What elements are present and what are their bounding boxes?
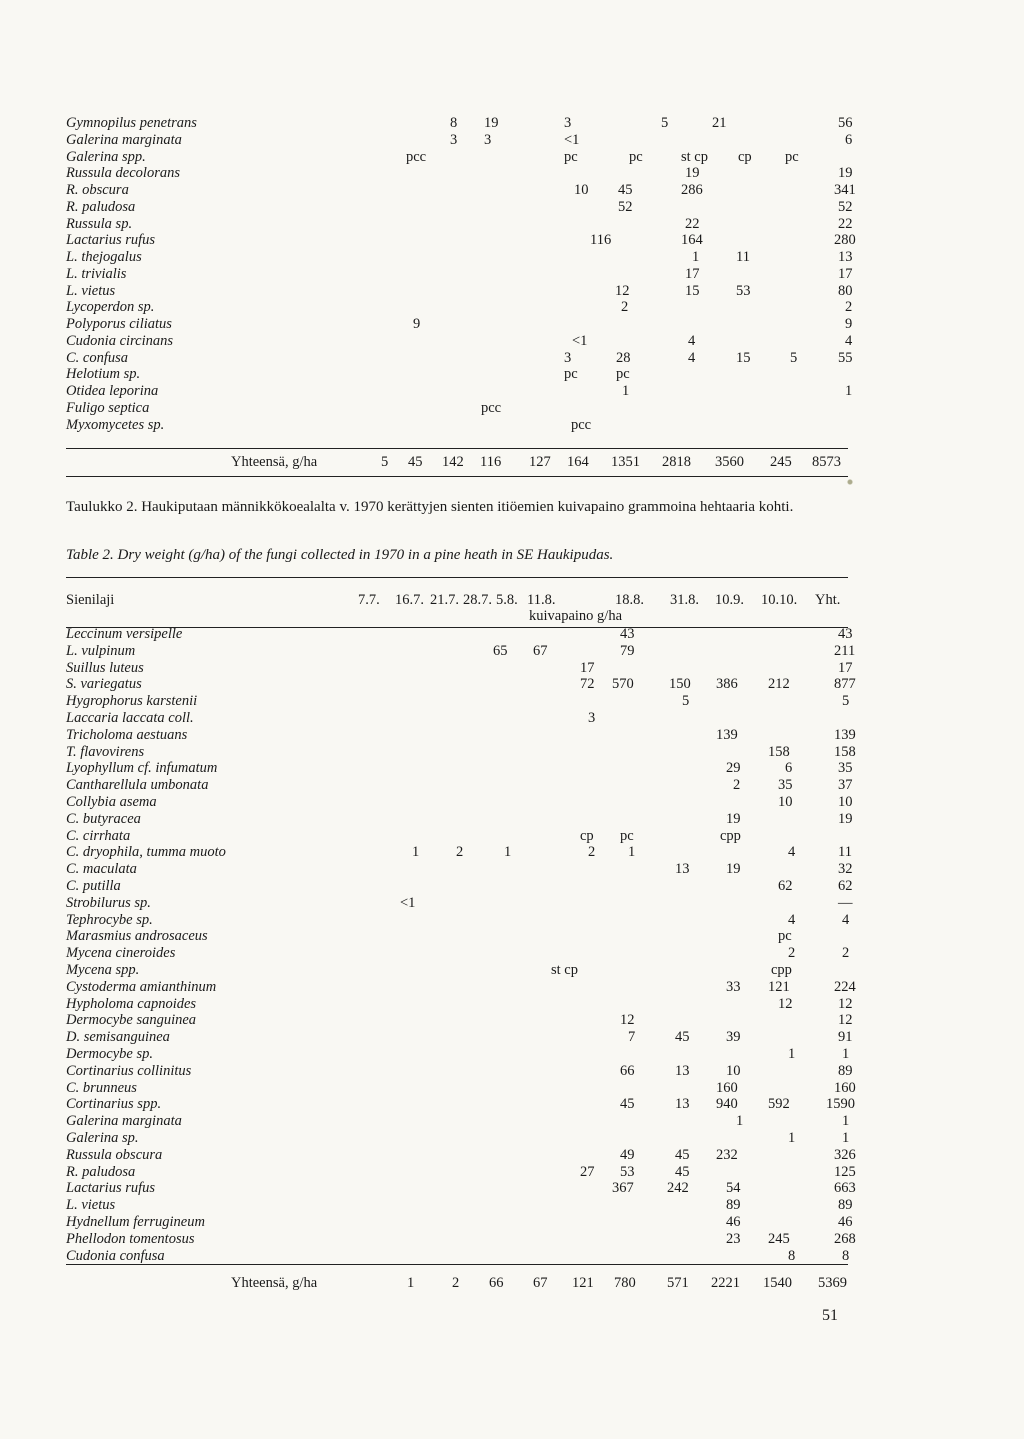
table-cell: pcc: [481, 399, 502, 416]
table-cell: cpp: [771, 962, 792, 978]
table-cell: 2: [842, 945, 850, 962]
species-name: Galerina marginata: [66, 131, 182, 148]
table-cell: 12: [838, 1012, 853, 1029]
total-cell: 780: [614, 1275, 636, 1291]
table-cell: 17: [838, 659, 853, 676]
column-header-date: 11.8.: [527, 592, 556, 608]
species-name: L. vietus: [66, 1197, 116, 1214]
table-cell: 54: [726, 1180, 741, 1197]
total-cell: 571: [667, 1275, 689, 1291]
table-cell: 940: [716, 1096, 738, 1113]
table-cell: 877: [834, 676, 856, 693]
species-name: Gymnopilus penetrans: [66, 115, 197, 131]
table-cell: 245: [768, 1230, 790, 1247]
table-cell: 1: [736, 1113, 744, 1130]
table-cell: 19: [726, 861, 741, 878]
table-cell: 3: [484, 131, 492, 148]
table-cell: 28: [616, 349, 631, 366]
table-cell: 19: [685, 165, 700, 182]
species-name: Russula obscura: [66, 1146, 163, 1163]
table-cell: 17: [838, 265, 853, 282]
species-name: Mycena spp.: [66, 962, 140, 978]
table-cell: cp: [580, 827, 594, 844]
table-cell: 12: [620, 1012, 635, 1029]
species-name: Lyophyllum cf. infumatum: [66, 760, 218, 777]
table-cell: 35: [838, 760, 853, 777]
column-header-date: 31.8.: [670, 592, 699, 608]
column-header-date: 10.9.: [715, 592, 744, 608]
table-cell: pc: [629, 148, 643, 165]
total-cell: 8573: [812, 454, 841, 470]
table-cell: 4: [845, 332, 853, 349]
species-name: Galerina marginata: [66, 1113, 182, 1130]
table-cell: 139: [834, 726, 856, 743]
column-header-species: Sienilaji: [66, 592, 115, 608]
table-cell: 232: [716, 1146, 738, 1163]
species-name: Hydnellum ferrugineum: [66, 1214, 205, 1230]
table-cell: 22: [685, 215, 700, 232]
table-cell: 11: [838, 844, 852, 861]
table-cell: st cp: [681, 148, 708, 165]
table-cell: 43: [838, 626, 853, 642]
table-cell: 1: [845, 383, 853, 399]
table-cell: 8: [788, 1247, 796, 1264]
species-name: Phellodon tomentosus: [66, 1230, 195, 1247]
species-name: C. brunneus: [66, 1079, 137, 1096]
table-cell: 4: [788, 911, 796, 928]
species-name: S. variegatus: [66, 676, 142, 693]
species-name: Mycena cineroides: [66, 945, 176, 962]
table-cell: 10: [778, 794, 793, 810]
species-name: Myxomycetes sp.: [66, 416, 165, 433]
table-cell: 663: [834, 1180, 856, 1197]
table-cell: 19: [726, 810, 741, 827]
table-cell: 89: [838, 1062, 853, 1079]
total-cell: 2: [452, 1275, 460, 1291]
table-cell: 5: [661, 115, 669, 131]
table-cell: 326: [834, 1146, 856, 1163]
species-name: R. paludosa: [66, 1163, 136, 1180]
table-cell: 6: [845, 131, 853, 148]
table-cell: 1: [412, 844, 420, 861]
table-cell: 79: [620, 642, 635, 659]
table-cell: 158: [768, 743, 790, 760]
species-name: C. dryophila, tumma muoto: [66, 844, 226, 861]
table-cell: 45: [618, 182, 633, 198]
table-cell: 66: [620, 1062, 635, 1079]
table-cell: 242: [667, 1180, 689, 1197]
table-cell: 6: [785, 760, 793, 777]
species-name: Hypholoma capnoides: [66, 995, 197, 1012]
table-cell: 160: [834, 1079, 856, 1096]
table-cell: pc: [616, 366, 630, 383]
table-cell: 67: [533, 642, 548, 659]
table-cell: 1: [788, 1046, 796, 1062]
column-header-date: 16.7.: [395, 592, 424, 608]
species-name: Cortinarius collinitus: [66, 1062, 192, 1079]
column-header-date: 28.7.: [463, 592, 492, 608]
caption-finnish: Taulukko 2. Haukiputaan männikkökoealalta v. 1970 kerättyjen sienten itiöemien kuivapaino grammoina hehtaaria kohti.: [66, 499, 794, 515]
table-cell: 160: [716, 1079, 738, 1096]
species-name: L. vulpinum: [66, 642, 136, 659]
table-cell: pc: [778, 928, 792, 945]
table-cell: 17: [685, 265, 700, 282]
table-cell: 29: [726, 760, 741, 777]
total-cell: 66: [489, 1275, 504, 1291]
species-name: L. trivialis: [66, 265, 127, 282]
table-cell: 53: [620, 1163, 635, 1180]
species-name: Russula decolorans: [66, 165, 180, 182]
species-name: C. putilla: [66, 878, 121, 894]
table-cell: 224: [834, 978, 856, 995]
table-cell: cp: [738, 148, 752, 165]
table-cell: 3: [588, 710, 596, 726]
table-cell: 52: [838, 198, 853, 215]
total-cell: 1351: [611, 454, 640, 470]
table-cell: 10: [574, 182, 589, 198]
table-cell: 12: [838, 995, 853, 1012]
table-cell: 33: [726, 978, 741, 995]
table-cell: 27: [580, 1163, 595, 1180]
species-name: Dermocybe sp.: [66, 1046, 153, 1062]
table-cell: 55: [838, 349, 853, 366]
table-cell: 37: [838, 777, 853, 794]
table-cell: 12: [778, 995, 793, 1012]
table-cell: 32: [838, 861, 853, 878]
page-number: 51: [822, 1307, 838, 1324]
table-cell: pc: [564, 366, 578, 383]
table-cell: 15: [736, 349, 751, 366]
species-name: Cudonia circinans: [66, 332, 174, 349]
total-cell: 142: [442, 454, 464, 470]
species-name: Lactarius rufus: [66, 1180, 156, 1197]
species-name: Galerina sp.: [66, 1130, 139, 1146]
total-label: Yhteensä, g/ha: [231, 1275, 318, 1291]
total-cell: 2818: [662, 454, 691, 470]
table-cell: 89: [726, 1197, 741, 1214]
unit-header: kuivapaino g/ha: [529, 608, 623, 624]
table-cell: 2: [733, 777, 741, 794]
table-cell: 12: [615, 282, 630, 299]
table-cell: 13: [675, 1096, 690, 1113]
column-header-date: Yht.: [815, 592, 841, 608]
species-name: Cantharellula umbonata: [66, 777, 209, 794]
species-name: Russula sp.: [66, 215, 133, 232]
species-name: Leccinum versipelle: [66, 626, 183, 642]
table-cell: 1: [788, 1130, 796, 1146]
total-cell: 67: [533, 1275, 548, 1291]
table-cell: 4: [688, 332, 696, 349]
total-cell: 5: [381, 454, 389, 470]
table-cell: 15: [685, 282, 700, 299]
species-name: Suillus luteus: [66, 659, 144, 676]
species-name: Dermocybe sanguinea: [66, 1012, 197, 1029]
table-cell: 17: [580, 659, 595, 676]
table-cell: 72: [580, 676, 595, 693]
table-cell: 56: [838, 115, 853, 131]
table-cell: 5: [842, 693, 850, 710]
table-cell: 3: [564, 349, 572, 366]
table-cell: 89: [838, 1197, 853, 1214]
species-name: L. thejogalus: [66, 249, 142, 265]
table-cell: 1590: [826, 1096, 855, 1113]
species-name: Marasmius androsaceus: [66, 928, 208, 945]
table-cell: 9: [413, 316, 421, 332]
table-cell: 45: [620, 1096, 635, 1113]
table2-total-rule: [66, 1264, 848, 1265]
species-name: Tephrocybe sp.: [66, 911, 153, 928]
species-name: Cortinarius spp.: [66, 1096, 162, 1113]
table-cell: cpp: [720, 827, 741, 844]
table-cell: pcc: [406, 148, 427, 165]
table-cell: 91: [838, 1029, 853, 1046]
table-cell: 13: [675, 1062, 690, 1079]
table-cell: 386: [716, 676, 738, 693]
species-name: Hygrophorus karstenii: [66, 693, 198, 710]
species-name: Collybia asema: [66, 794, 157, 810]
table-cell: 5: [682, 693, 690, 710]
total-cell: 116: [480, 454, 502, 470]
total-cell: 5369: [818, 1275, 847, 1291]
table-cell: pc: [785, 148, 799, 165]
table-cell: 22: [838, 215, 853, 232]
species-name: D. semisanguinea: [66, 1029, 170, 1046]
total-cell: 2221: [711, 1275, 740, 1291]
table-cell: 2: [588, 844, 596, 861]
table-cell: 8: [842, 1247, 850, 1264]
table1-total-rule: [66, 448, 848, 449]
table-cell: 2: [845, 299, 853, 316]
table-cell: 11: [736, 249, 750, 265]
species-name: Cystoderma amianthinum: [66, 978, 217, 995]
column-header-date: 10.10.: [761, 592, 798, 608]
table-cell: 13: [838, 249, 853, 265]
total-cell: 127: [529, 454, 551, 470]
table2-top-rule: [66, 577, 848, 578]
species-name: L. vietus: [66, 282, 116, 299]
table-cell: 8: [450, 115, 458, 131]
table-cell: 23: [726, 1230, 741, 1247]
species-name: Fuligo septica: [66, 399, 150, 416]
table-cell: 13: [675, 861, 690, 878]
species-name: Otidea leporina: [66, 383, 159, 399]
table-cell: 4: [842, 911, 850, 928]
species-name: C. confusa: [66, 349, 129, 366]
table-cell: 45: [675, 1163, 690, 1180]
table-cell: pc: [620, 827, 634, 844]
table-cell: 46: [726, 1214, 741, 1230]
table-cell: <1: [572, 332, 588, 349]
species-name: Laccaria laccata coll.: [66, 710, 194, 726]
table-cell: 52: [618, 198, 633, 215]
table-cell: 35: [778, 777, 793, 794]
species-name: R. paludosa: [66, 198, 136, 215]
table-cell: 39: [726, 1029, 741, 1046]
species-name: Helotium sp.: [66, 366, 141, 383]
table-cell: 3: [450, 131, 458, 148]
total-cell: 245: [770, 454, 792, 470]
table-cell: 280: [834, 232, 856, 249]
table-cell: 158: [834, 743, 856, 760]
total-cell: 164: [567, 454, 589, 470]
table-cell: 212: [768, 676, 790, 693]
table-cell: 4: [788, 844, 796, 861]
table-cell: 45: [675, 1146, 690, 1163]
table-cell: 45: [675, 1029, 690, 1046]
table-cell: st cp: [551, 962, 578, 978]
total-cell: 1540: [763, 1275, 792, 1291]
table-cell: 80: [838, 282, 853, 299]
table-cell: 1: [504, 844, 512, 861]
species-name: R. obscura: [66, 182, 129, 198]
table-cell: <1: [564, 131, 580, 148]
table-cell: 139: [716, 726, 738, 743]
table-cell: 341: [834, 182, 856, 198]
table-cell: 43: [620, 626, 635, 642]
column-header-date: 7.7.: [358, 592, 380, 608]
species-name: Strobilurus sp.: [66, 894, 151, 911]
table-cell: 150: [669, 676, 691, 693]
table-cell: 164: [681, 232, 703, 249]
total-cell: 121: [572, 1275, 594, 1291]
species-name: Lycoperdon sp.: [66, 299, 155, 316]
table-cell: 10: [838, 794, 853, 810]
species-name: Cudonia confusa: [66, 1247, 165, 1264]
table-cell: —: [838, 894, 853, 911]
species-name: Polyporus ciliatus: [66, 316, 172, 332]
table-cell: 4: [688, 349, 696, 366]
print-speck: [843, 477, 857, 487]
species-name: Lactarius rufus: [66, 232, 156, 249]
table2-header-rule: [66, 627, 848, 628]
table-cell: 3: [564, 115, 572, 131]
table-cell: 286: [681, 182, 703, 198]
table-cell: 19: [838, 810, 853, 827]
total-cell: 3560: [715, 454, 744, 470]
table-cell: 19: [484, 115, 499, 131]
table-cell: 62: [778, 878, 793, 894]
table-cell: 1: [692, 249, 700, 265]
table-cell: 1: [842, 1130, 850, 1146]
table-cell: 53: [736, 282, 751, 299]
total-label: Yhteensä, g/ha: [231, 454, 318, 470]
table-cell: 1: [842, 1113, 850, 1130]
table-cell: 49: [620, 1146, 635, 1163]
table-cell: 1: [622, 383, 630, 399]
total-cell: 1: [407, 1275, 415, 1291]
species-name: Galerina spp.: [66, 148, 146, 165]
table-cell: 2: [621, 299, 629, 316]
column-header-date: 18.8.: [615, 592, 644, 608]
table-cell: pcc: [571, 416, 592, 433]
table-cell: 10: [726, 1062, 741, 1079]
species-name: Tricholoma aestuans: [66, 726, 188, 743]
species-name: T. flavovirens: [66, 743, 145, 760]
table-cell: 592: [768, 1096, 790, 1113]
table-cell: 19: [838, 165, 853, 182]
table-cell: pc: [564, 148, 578, 165]
caption-english: Table 2. Dry weight (g/ha) of the fungi collected in 1970 in a pine heath in SE Haukipudas.: [66, 547, 614, 563]
table-cell: 1: [842, 1046, 850, 1062]
total-cell: 45: [408, 454, 423, 470]
table-cell: 211: [834, 642, 856, 659]
column-header-date: 5.8.: [496, 592, 518, 608]
species-name: C. maculata: [66, 861, 137, 878]
table-cell: <1: [400, 894, 416, 911]
column-header-date: 21.7.: [430, 592, 459, 608]
table-cell: 570: [612, 676, 634, 693]
table-cell: 5: [790, 349, 798, 366]
table-cell: 1: [628, 844, 636, 861]
species-name: C. butyracea: [66, 810, 141, 827]
table-cell: 367: [612, 1180, 634, 1197]
table-cell: 65: [493, 642, 508, 659]
species-name: C. cirrhata: [66, 827, 131, 844]
table1-bottom-rule: [66, 476, 848, 477]
table-cell: 62: [838, 878, 853, 894]
table-cell: 121: [768, 978, 790, 995]
table-cell: 268: [834, 1230, 856, 1247]
table-cell: 21: [712, 115, 727, 131]
table-cell: 125: [834, 1163, 856, 1180]
table-cell: 9: [845, 316, 853, 332]
table-cell: 2: [456, 844, 464, 861]
table-cell: 46: [838, 1214, 853, 1230]
table-cell: 2: [788, 945, 796, 962]
table-cell: 7: [628, 1029, 636, 1046]
table-cell: 116: [590, 232, 612, 249]
